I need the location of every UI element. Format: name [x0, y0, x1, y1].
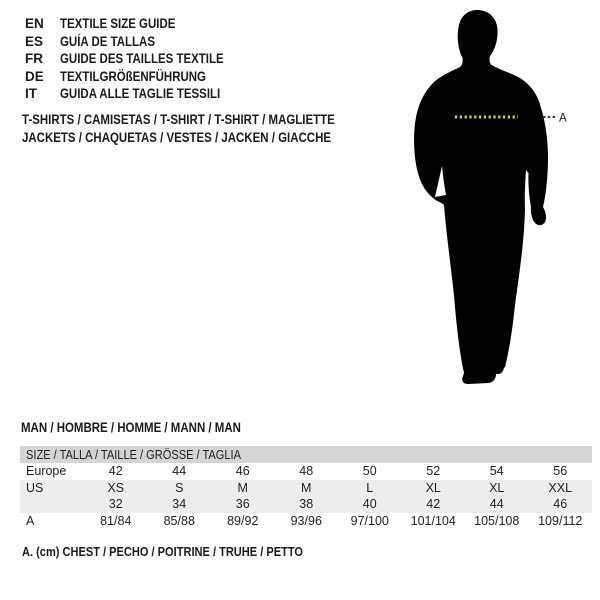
- table-body: [20, 463, 592, 529]
- row-label: Europe: [26, 464, 67, 479]
- size-cell: 44: [489, 497, 504, 512]
- size-cell: 36: [235, 497, 250, 512]
- size-cell: 97/100: [350, 513, 389, 528]
- size-cell: 34: [172, 497, 187, 512]
- language-row: [25, 68, 253, 86]
- table-row: [20, 496, 592, 513]
- section-title-text: MAN / HOMBRE / HOMME / MANN / MAN: [21, 420, 241, 435]
- measurement-footnote-text: A. (cm) CHEST / PECHO / POITRINE / TRUHE / PETTO: [22, 544, 303, 559]
- size-cell: 42: [108, 464, 123, 479]
- section-title: [21, 420, 280, 435]
- size-table: [20, 446, 592, 529]
- measurement-footnote: [22, 544, 353, 559]
- size-cell: 40: [362, 497, 377, 512]
- size-cell: 105/108: [474, 513, 520, 528]
- size-cell: XS: [107, 480, 125, 495]
- size-cell: 42: [426, 497, 441, 512]
- language-row: [25, 50, 253, 68]
- language-label: TEXTILE SIZE GUIDE: [60, 16, 176, 32]
- garment-line: [22, 128, 390, 146]
- language-row: [25, 33, 253, 51]
- size-cell: S: [175, 480, 184, 495]
- size-cell: 101/104: [410, 513, 456, 528]
- size-cell: 93/96: [290, 513, 322, 528]
- language-code: ES: [25, 33, 44, 49]
- row-label: A: [26, 513, 35, 528]
- size-cell: L: [366, 480, 374, 495]
- language-label: GUÍA DE TALLAS: [60, 33, 155, 49]
- language-code: FR: [25, 51, 43, 67]
- size-cell: M: [237, 480, 248, 495]
- size-cell: 54: [489, 464, 504, 479]
- table-header: [20, 446, 592, 463]
- size-cell: XL: [425, 480, 441, 495]
- garment-types: [22, 110, 390, 146]
- language-code: IT: [25, 86, 37, 102]
- size-cell: 46: [553, 497, 568, 512]
- language-code: EN: [25, 16, 44, 32]
- size-cell: 81/84: [100, 513, 132, 528]
- language-list: [25, 15, 253, 103]
- size-cell: XL: [489, 480, 505, 495]
- garment-line: [22, 110, 390, 128]
- row-label: US: [26, 480, 44, 495]
- size-cell: 32: [108, 497, 123, 512]
- size-cell: 50: [362, 464, 377, 479]
- garment-line-text: JACKETS / CHAQUETAS / VESTES / JACKEN / GIACCHE: [22, 129, 332, 145]
- language-row: [25, 15, 253, 33]
- language-label: GUIDA ALLE TAGLIE TESSILI: [60, 86, 221, 102]
- size-cell: 44: [172, 464, 187, 479]
- table-row: [20, 463, 592, 480]
- size-cell: 85/88: [163, 513, 195, 528]
- man-silhouette: [414, 10, 548, 384]
- language-label: GUIDE DES TAILLES TEXTILE: [60, 51, 224, 67]
- size-cell: XXL: [548, 480, 573, 495]
- garment-line-text: T-SHIRTS / CAMISETAS / T-SHIRT / T-SHIRT / MAGLIETTE: [22, 111, 335, 127]
- language-label: TEXTILGRÖßENFÜHRUNG: [60, 68, 206, 84]
- size-cell: 52: [426, 464, 441, 479]
- measure-label: A: [559, 112, 567, 125]
- table-row: [20, 480, 592, 497]
- size-cell: 89/92: [227, 513, 259, 528]
- table-header-text: SIZE / TALLA / TAILLE / GRÖSSE / TAGLIA: [26, 447, 241, 462]
- size-cell: M: [301, 480, 312, 495]
- size-cell: 38: [299, 497, 314, 512]
- size-cell: 46: [235, 464, 250, 479]
- table-row: [20, 513, 592, 530]
- language-row: [25, 85, 253, 103]
- size-cell: 48: [299, 464, 314, 479]
- language-code: DE: [25, 68, 44, 84]
- man-silhouette-figure: [397, 5, 572, 390]
- size-cell: 56: [553, 464, 568, 479]
- size-cell: 109/112: [538, 513, 583, 528]
